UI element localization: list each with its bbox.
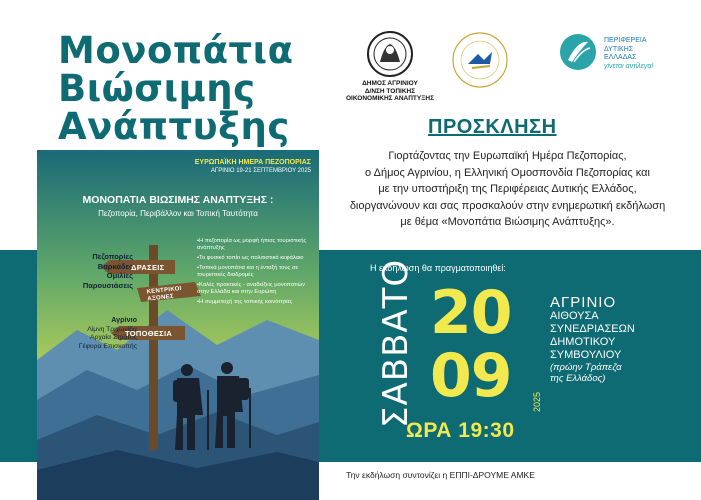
location-item: Λίμνη Τριχωνίδα — [87, 325, 137, 333]
poster-event-banner — [195, 158, 311, 176]
event-time: ΩΡΑ 19:30 — [406, 419, 515, 442]
region-logo — [558, 32, 688, 82]
event-month: 09 — [430, 341, 512, 411]
location-item: Γέφυρα Επισκοπής — [78, 342, 137, 350]
topic-item: •Καλές πρακτικές - αναδείξεις μονοπατιών στην Ελλάδα και στην Ευρώπη — [197, 282, 306, 295]
event-venue — [550, 296, 635, 384]
title-line-2: Βιώσιμης — [58, 67, 256, 110]
invitation-line-3: με την υποστήριξη της Περιφέρειας Δυτικής Ελλάδος, — [378, 183, 637, 195]
topic-item: •Τοπικά μονοπάτια και η ένταξή τους σε τουριστικές διαδρομές — [197, 265, 299, 278]
sign-location: ΤΟΠΟΘΕΣΙΑ — [125, 329, 173, 338]
invitation-line-1: Γιορτάζοντας την Ευρωπαϊκή Ημέρα Πεζοπορίας, — [388, 150, 627, 162]
event-intro: Η εκδήλωση θα πραγματοποιηθεί: — [370, 263, 506, 273]
venue-line-3: ΔΗΜΟΤΙΚΟΥ — [550, 336, 616, 348]
region-line-2: ΔΥΤΙΚΗΣ — [604, 45, 634, 53]
dimos-agriniou-logo — [340, 30, 440, 103]
sign-actions: ΔΡΑΣΕΙΣ — [131, 263, 165, 272]
poster-activities-list — [45, 252, 133, 290]
venue-city: ΑΓΡΙΝΙΟ — [550, 294, 617, 311]
venue-line-4: ΣΥΜΒΟΥΛΙΟΥ — [550, 349, 622, 361]
logos-row — [330, 30, 690, 110]
venue-line-1: ΑΙΘΟΥΣΑ — [550, 310, 599, 322]
poster-event-name: ΕΥΡΩΠΑΪΚΗ ΗΜΕΡΑ ΠΕΖΟΠΟΡΙΑΣ — [194, 159, 311, 166]
invitation-heading: ΠΡΟΣΚΛΗΣΗ — [428, 116, 557, 138]
region-emblem-icon — [558, 32, 598, 72]
location-title: Αγρίνιο — [111, 315, 137, 324]
venue-note-2: της Ελλάδος) — [550, 373, 606, 384]
poster-locations-list — [45, 316, 137, 351]
coordinator-footer: Την εκδήλωση συντονίζει η ΕΠΠΙ-ΔΡΟΥΜΕ ΑΜΚΕ — [346, 470, 535, 480]
poster-topics-list — [197, 238, 315, 309]
region-slogan: γίνεται αντίλεγα! — [604, 62, 654, 70]
poster-subheadline: Πεζοπορία, Περιβάλλον και Τοπική Ταυτότητα — [98, 209, 258, 218]
event-day: 20 — [430, 278, 512, 348]
dimos-line-1: ΔΗΜΟΣ ΑΓΡΙΝΙΟΥ — [362, 80, 418, 87]
invitation-line-5: με θέμα «Μονοπάτια Βιώσιμης Ανάπτυξης». — [400, 216, 615, 228]
topic-item: •Η συμμετοχή της τοπικής κοινότητας — [197, 299, 293, 305]
location-item: Αρχαία Στράτος — [89, 334, 137, 341]
invitation-line-4: διοργανώνουν και σας προσκαλούν στην ενημερωτική εκδήλωση — [349, 199, 666, 212]
event-poster — [37, 150, 319, 500]
title-line-3: Ανάπτυξης — [58, 105, 290, 148]
invitation-text — [340, 148, 675, 231]
invitation-line-2: ο Δήμος Αγρινίου, η Ελληνική Ομοσπονδία Πεζοπορίας και — [365, 166, 650, 179]
title-line-1: Μονοπάτια — [58, 29, 294, 72]
poster-headline: ΜΟΝΟΠΑΤΙΑ ΒΙΩΣΙΜΗΣ ΑΝΑΠΤΥΞΗΣ : — [82, 194, 274, 206]
region-line-1: ΠΕΡΙΦΕΡΕΙΑ — [604, 37, 647, 44]
sign-main-axes: ΚΕΝΤΡΙΚΟΙ ΑΞΟΝΕΣ — [146, 285, 182, 303]
event-weekday: ΣΑΒΒΑΤΟ — [376, 258, 416, 428]
poster-event-dates: ΑΓΡΙΝΙΟ 19-21 ΣΕΠΤΕΜΒΡΙΟΥ 2025 — [210, 168, 311, 174]
region-line-3: ΕΛΛΑΔΑΣ — [604, 54, 637, 61]
activity-item: Ομιλίες — [106, 271, 133, 280]
venue-note-1: (πρώην Τράπεζα — [550, 362, 622, 373]
topic-item: •Το φυσικό τοπίο ως πολιτιστικό κεφάλαιο — [197, 255, 304, 261]
page-title — [58, 29, 294, 148]
event-year: 2025 — [532, 391, 542, 412]
activity-item: Βαρκάδες — [97, 261, 133, 271]
dimos-line-3: ΟΙΚΟΝΟΜΙΚΗΣ ΑΝΑΠΤΥΞΗΣ — [346, 95, 434, 102]
activity-item: Πεζοπορίες — [92, 252, 133, 261]
topic-item: •Η πεζοπορία ως μορφή ήπιας τουριστικής ανάπτυξης — [197, 238, 307, 251]
municipality-seal-icon — [366, 30, 414, 78]
activity-item: Παρουσιάσεις — [82, 280, 133, 290]
dimos-line-2: Δ/ΝΣΗ ΤΟΠΙΚΗΣ — [364, 87, 416, 95]
hiking-federation-logo-icon — [450, 30, 510, 90]
venue-line-2: ΣΥΝΕΔΡΙΑΣΕΩΝ — [550, 323, 635, 335]
